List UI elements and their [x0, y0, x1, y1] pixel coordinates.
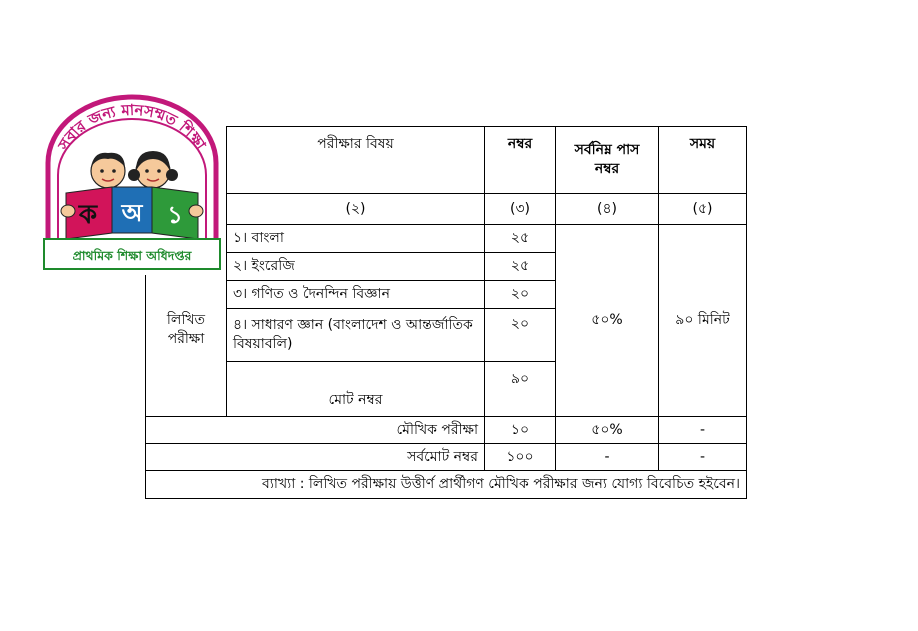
- written-exam-label-text: লিখিত পরীক্ষা: [166, 312, 206, 348]
- col-number-marks: (৩): [485, 194, 556, 225]
- written-total-label: মোট নম্বর: [227, 362, 485, 417]
- subject-marks: ২০: [485, 309, 556, 362]
- subject-marks: ২৫: [485, 253, 556, 281]
- subject-name: ১। বাংলা: [227, 225, 485, 253]
- note-row: [146, 471, 747, 499]
- oral-exam-marks: ১০: [485, 417, 556, 444]
- subject-name: ৪। সাধারণ জ্ঞান (বাংলাদেশ ও আন্তর্জাতিক বিষয়াবলি): [227, 309, 485, 362]
- subject-marks: ২০: [485, 281, 556, 309]
- header-marks: নম্বর: [485, 127, 556, 194]
- written-total-marks: ৯০: [485, 362, 556, 417]
- book-letter-o: অ: [121, 199, 143, 227]
- subject-name: ২। ইংরেজি: [227, 253, 485, 281]
- subject-marks: ২৫: [485, 225, 556, 253]
- col-number-time: (৫): [659, 194, 747, 225]
- grand-total-time: -: [659, 444, 747, 471]
- table-header-row: [146, 127, 747, 194]
- grand-total-label: সর্বমোট নম্বর: [146, 444, 485, 471]
- column-number-row: [146, 194, 747, 225]
- logo-caption: প্রাথমিক শিক্ষা অধিদপ্তর: [72, 248, 192, 263]
- col-number-subject: (২): [227, 194, 485, 225]
- written-min-pass: ৫০%: [556, 225, 659, 417]
- header-subject: পরীক্ষার বিষয়: [227, 127, 485, 194]
- written-time: ৯০ মিনিট: [659, 225, 747, 417]
- svg-text:সবার জন্য মানসম্মত শিক্ষা: [54, 101, 210, 154]
- grand-total-min-pass: -: [556, 444, 659, 471]
- oral-exam-row: [146, 417, 747, 444]
- exam-marks-table: [145, 126, 747, 499]
- explanation-note: ব্যাখ্যা : লিখিত পরীক্ষায় উত্তীর্ণ প্রার্থীগণ মৌখিক পরীক্ষার জন্য যোগ্য বিবেচিত হইবেন।: [146, 471, 747, 499]
- subject-name: ৩। গণিত ও দৈনন্দিন বিজ্ঞান: [227, 281, 485, 309]
- grand-total-row: [146, 444, 747, 471]
- oral-exam-label: মৌখিক পরীক্ষা: [146, 417, 485, 444]
- logo-arc-text: সবার জন্য মানসম্মত শিক্ষা: [54, 100, 210, 154]
- dpe-logo: [38, 93, 226, 275]
- header-min-pass: সর্বনিম্ন পাস নম্বর: [556, 127, 659, 194]
- header-time: সময়: [659, 127, 747, 194]
- oral-exam-time: -: [659, 417, 747, 444]
- col-number-min-pass: (৪): [556, 194, 659, 225]
- grand-total-marks: ১০০: [485, 444, 556, 471]
- book-letter-one: ১: [167, 201, 183, 229]
- table-row: [146, 225, 747, 253]
- oral-exam-min-pass: ৫০%: [556, 417, 659, 444]
- book-letter-ko: ক: [78, 200, 98, 230]
